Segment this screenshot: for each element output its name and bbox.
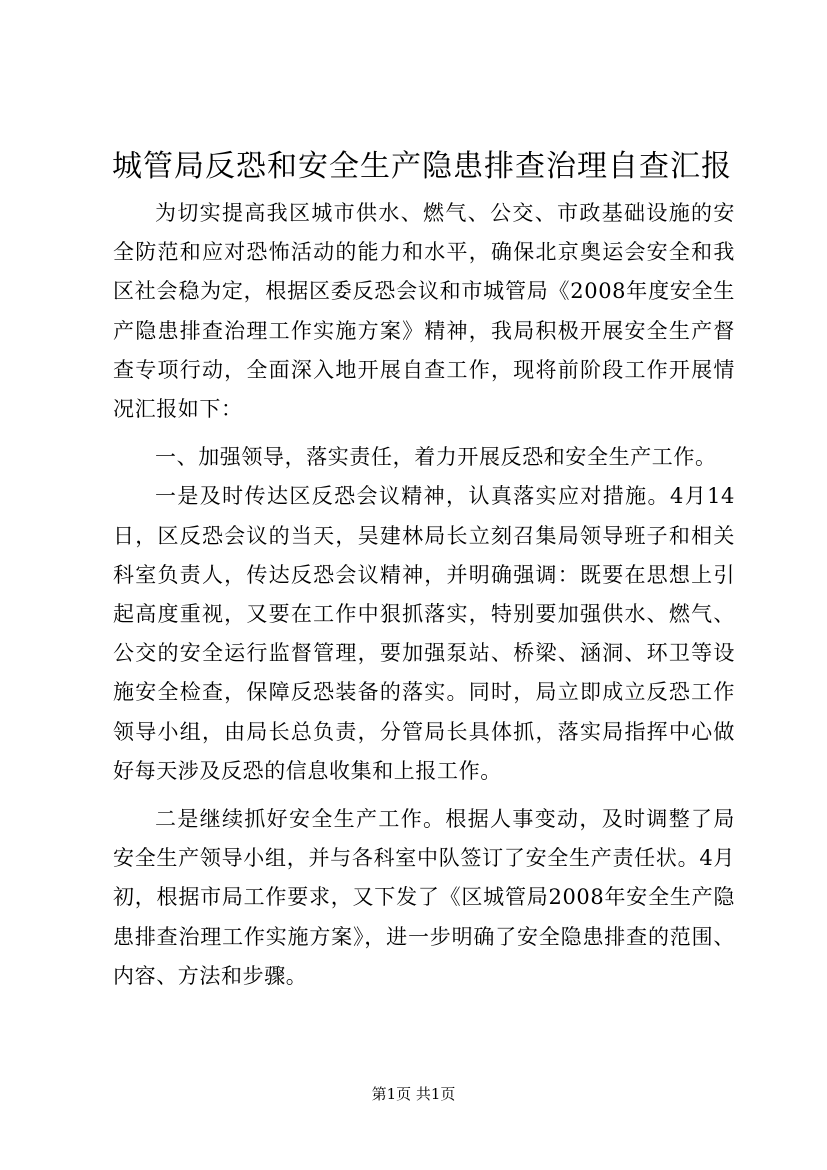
body-paragraph: 一是及时传达区反恐会议精神，认真落实应对措施。4月14日，区反恐会议的当天，吴建林局长立刻召集局领导班子和相关科室负责人，传达反恐会议精神，并明确强调：既要在思想上引起高度重视，又要在工作中狠抓落实，特别要加强供水、燃气、公交的安全运行监督管理，要加强泵站、桥梁、涵洞、环卫等设施安全检查，保障反恐装备的落实。同时，局立即成立反恐工作领导小组，由局长总负责，分管局长具体抓，落实局指挥中心做好每天涉及反恐的信息收集和上报工作。 [113,484,735,783]
page-footer: 第1页 共1页 [371,1085,456,1103]
section-heading: 一、加强领导，落实责任，着力开展反恐和安全生产工作。 [155,445,717,470]
document-title: 城管局反恐和安全生产隐患排查治理自查汇报 [112,149,732,184]
document-body [113,194,735,996]
intro-paragraph: 为切实提高我区城市供水、燃气、公交、市政基础设施的安全防范和应对恐怖活动的能力和水平，确保北京奥运会安全和我区社会稳为定，根据区委反恐会议和市城管局《2008年度安全生产隐患排查治理工作实施方案》精神，我局积极开展安全生产督查专项行动，全面深入地开展自查工作，现将前阶段工作开展情况汇报如下： [113,201,735,422]
body-paragraph: 二是继续抓好安全生产工作。根据人事变动，及时调整了局安全生产领导小组，并与各科室中队签订了安全生产责任状。4月初，根据市局工作要求，又下发了《区城管局2008年安全生产隐患排查治理工作实施方案》，进一步明确了安全隐患排查的范围、内容、方法和步骤。 [113,807,735,988]
